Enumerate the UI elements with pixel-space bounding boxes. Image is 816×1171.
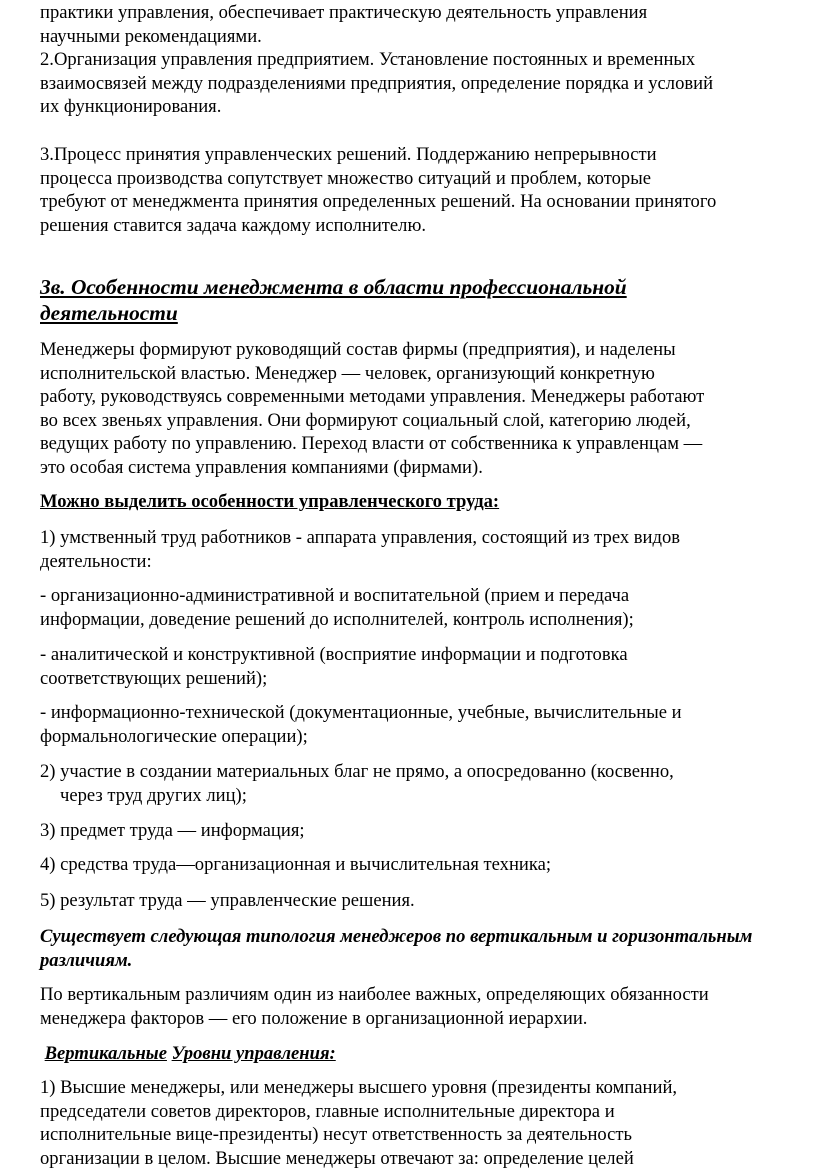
typology-heading: Существует следующая типология менеджеров по вертикальным и горизонтальным различиям. xyxy=(40,926,753,971)
item-3-paragraph: 3.Процесс принятия управленческих решений. Поддержанию непрерывности процесса производства сопутствует множество ситуаций и проблем, которые требуют от менеджмента принятия определенных решений. На основании принятого решения ставится задача каждому исполнителю. xyxy=(40,144,717,236)
vertical-paragraph: По вертикальным различиям один из наиболее важных, определяющих обязанности менеджера факторов — его положение в организационной иерархии. xyxy=(40,984,709,1029)
levels-heading-word-2: Уровни управления: xyxy=(171,1043,336,1064)
feature-4-item: 4) средства труда—организационная и вычислительная техника; xyxy=(40,854,552,875)
levels-heading xyxy=(40,1042,810,1066)
item-2-paragraph: 2.Организация управления предприятием. Установление постоянных и временных взаимосвязей между подразделениями предприятия, определение порядка и условий их функционирования. xyxy=(40,49,714,117)
top-managers-paragraph: 1) Высшие менеджеры, или менеджеры высшего уровня (президенты компаний, председатели советов директоров, главные исполнительные директора и исполнительные вице-президенты) несут ответственность за деятельность организации в целом. Высшие менеджеры отвечают за: определение целей xyxy=(40,1077,678,1169)
managers-paragraph: Менеджеры формируют руководящий состав фирмы (предприятия), и наделены исполнительской властью. Менеджер — человек, организующий конкретную работу, руководствуясь современными методами управления. Менеджеры работают во всех звеньях управления. Они формируют социальный слой, категорию людей, ведущих работу по управлению. Переход власти от собственника к управленцам — это особая система управления компаниями (фирмами). xyxy=(40,339,705,478)
feature-2-item: 2) участие в создании материальных благ не прямо, а опосредованно (косвенно, через труд других лиц); xyxy=(40,761,674,806)
feature-3-item: 3) предмет труда — информация; xyxy=(40,820,305,841)
feature-1-item: 1) умственный труд работников - аппарата управления, состоящий из трех видов деятельности: xyxy=(40,527,681,572)
dash-item-1: - организационно-административной и воспитательной (прием и передача информации, доведение решений до исполнителей, контроль исполнения); xyxy=(40,585,634,630)
dash-item-3: - информационно-технической (документационные, учебные, вычислительные и формальнологические операции); xyxy=(40,702,682,747)
dash-item-2: - аналитической и конструктивной (восприятие информации и подготовка соответствующих решений); xyxy=(40,644,628,689)
intro-paragraph: практики управления, обеспечивает практическую деятельность управления научными рекомендациями. xyxy=(40,2,648,47)
features-heading: Можно выделить особенности управленческого труда: xyxy=(40,491,500,512)
levels-heading-word-1: Вертикальные xyxy=(44,1043,167,1064)
feature-5-item: 5) результат труда — управленческие решения. xyxy=(40,890,415,911)
section-heading: 3в. Особенности менеджмента в области профессиональной деятельности xyxy=(40,275,627,325)
